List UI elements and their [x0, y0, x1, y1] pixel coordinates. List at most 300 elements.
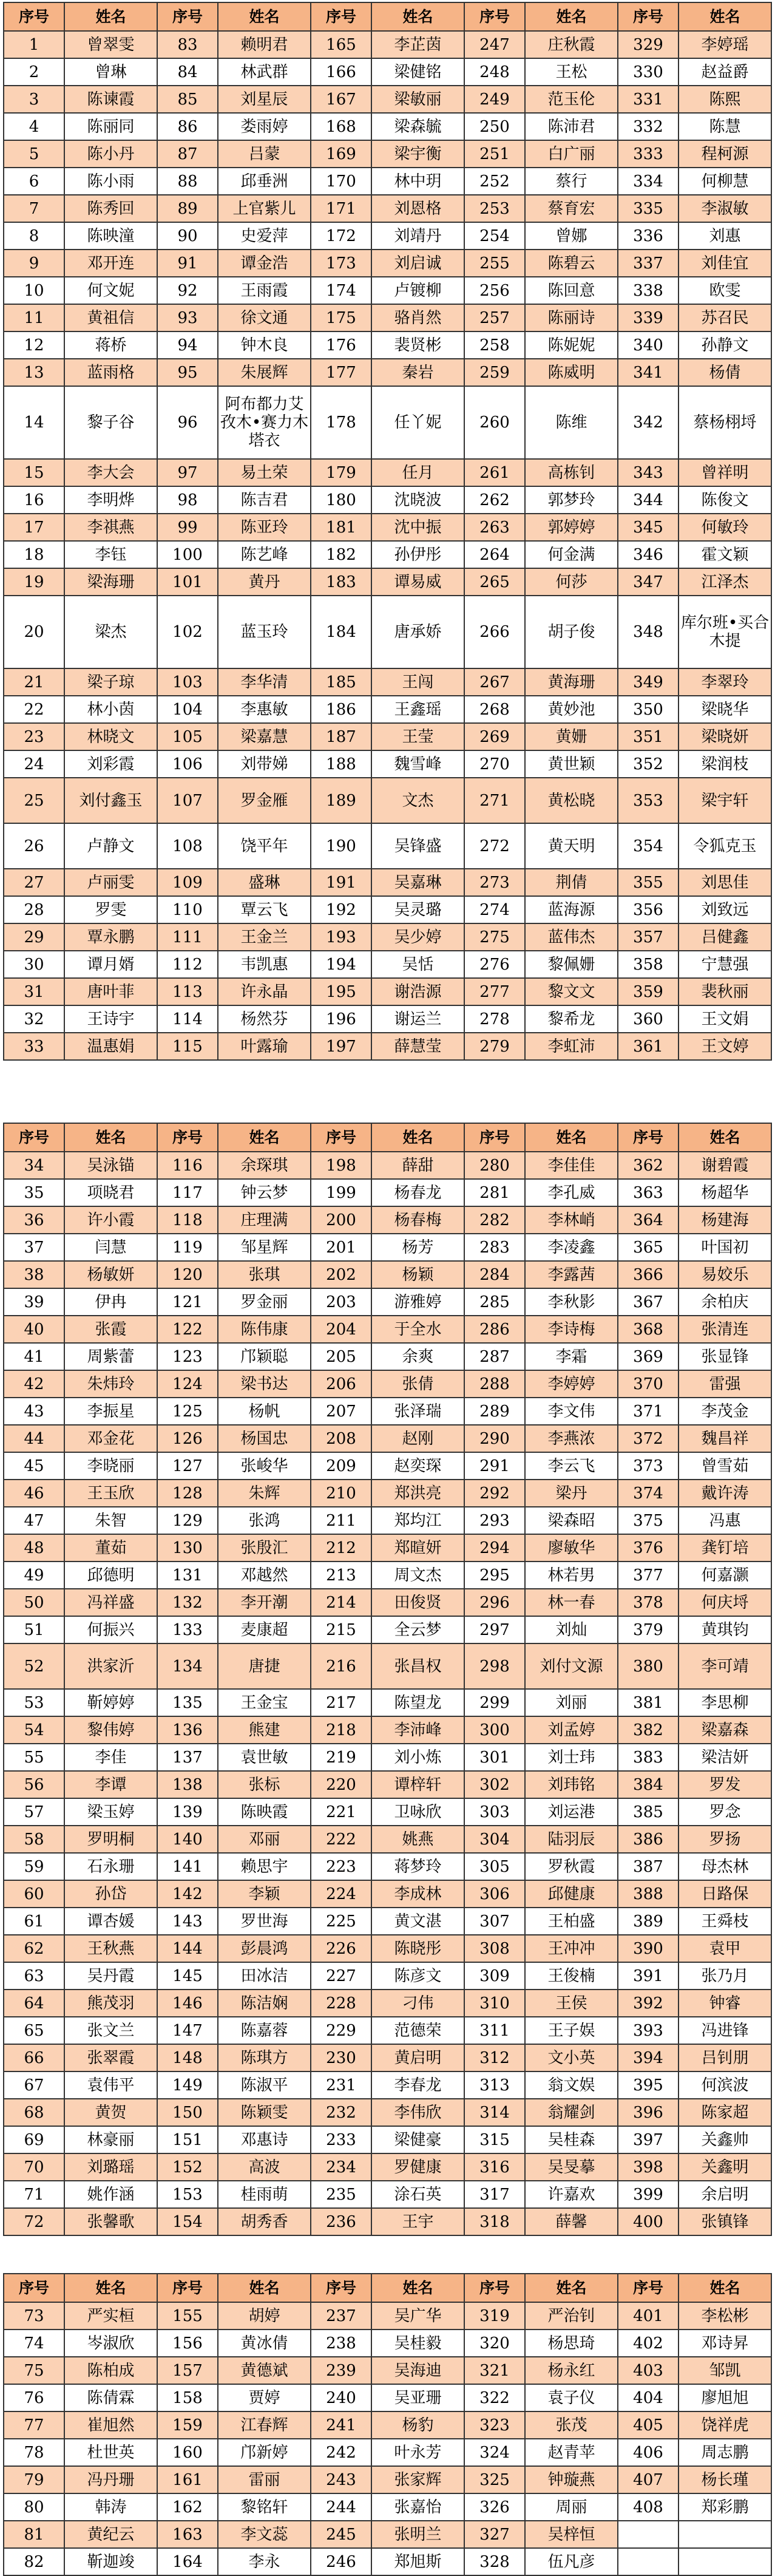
name-cell: 黄世颖: [525, 750, 618, 778]
name-cell: 熊建: [218, 1716, 311, 1744]
name-cell: 黄冰倩: [218, 2330, 311, 2357]
serial-number-cell: 281: [464, 1179, 525, 1206]
table-section-1: [3, 2, 772, 1061]
name-cell: 洪家沂: [64, 1643, 157, 1689]
serial-number-cell: 78: [4, 2439, 64, 2466]
name-cell: 日路保: [679, 1880, 771, 1908]
name-cell: 李孔威: [525, 1179, 618, 1206]
serial-number-cell: 337: [618, 250, 679, 277]
table-row: [4, 2126, 771, 2153]
name-cell: 田冰洁: [218, 1962, 311, 1990]
table-row: [4, 869, 771, 896]
serial-number-cell: 303: [464, 1798, 525, 1826]
serial-number-cell: 371: [618, 1398, 679, 1425]
serial-number-cell: 291: [464, 1452, 525, 1480]
name-cell: 张琪: [218, 1261, 311, 1288]
serial-number-cell: 359: [618, 978, 679, 1005]
name-cell: 李茂金: [679, 1398, 771, 1425]
serial-number-cell: 405: [618, 2411, 679, 2439]
serial-number-cell: 354: [618, 823, 679, 869]
table-row: [4, 978, 771, 1005]
name-cell: 曾琳: [64, 58, 157, 86]
serial-number-cell: 64: [4, 1990, 64, 2017]
table-row: [4, 277, 771, 304]
serial-number-cell: 28: [4, 896, 64, 923]
name-cell: 吴旻摹: [525, 2153, 618, 2181]
serial-number-cell: 317: [464, 2181, 525, 2208]
name-cell: 钟云梦: [218, 1179, 311, 1206]
table-row: [4, 2071, 771, 2099]
name-cell: 杨超华: [679, 1179, 771, 1206]
serial-number-cell: 373: [618, 1452, 679, 1480]
name-cell: 陈小丹: [64, 140, 157, 168]
table-row: [4, 2330, 771, 2357]
serial-number-cell: 277: [464, 978, 525, 1005]
name-cell: 上官紫儿: [218, 195, 311, 222]
name-cell: 梁宇轩: [679, 778, 771, 823]
name-cell: 何滨波: [679, 2071, 771, 2099]
name-cell: 陈丽诗: [525, 304, 618, 331]
name-cell: 吴梓恒: [525, 2521, 618, 2548]
name-cell: 崔旭然: [64, 2411, 157, 2439]
serial-number-cell: 266: [464, 596, 525, 668]
name-cell: 李佳: [64, 1744, 157, 1771]
name-cell: 卢镀柳: [371, 277, 464, 304]
name-cell: 刘灿: [525, 1616, 618, 1643]
name-cell: 邓诗昇: [679, 2330, 771, 2357]
name-cell: 李淑敏: [679, 195, 771, 222]
name-cell: 郭梦玲: [525, 486, 618, 514]
serial-number-cell: 154: [157, 2208, 218, 2235]
serial-number-cell: 247: [464, 31, 525, 58]
serial-number-cell: 321: [464, 2357, 525, 2384]
name-cell: 杨思琦: [525, 2330, 618, 2357]
serial-number-cell: 399: [618, 2181, 679, 2208]
serial-number-cell: 114: [157, 1005, 218, 1033]
header-name: 姓名: [64, 2, 157, 31]
name-cell: 李惠敏: [218, 696, 311, 723]
name-cell: 罗金雁: [218, 778, 311, 823]
serial-number-cell: 124: [157, 1370, 218, 1398]
name-cell: 宁慧强: [679, 951, 771, 978]
table-row: [4, 2466, 771, 2493]
name-cell: 贾婷: [218, 2384, 311, 2411]
serial-number-cell: 206: [311, 1370, 371, 1398]
name-cell: 任月: [371, 459, 464, 486]
name-cell: 盛琳: [218, 869, 311, 896]
name-cell: 李开潮: [218, 1589, 311, 1616]
table-row: [4, 823, 771, 869]
serial-number-cell: 403: [618, 2357, 679, 2384]
serial-number-cell: 205: [311, 1343, 371, 1370]
name-cell: 江春辉: [218, 2411, 311, 2439]
serial-number-cell: 283: [464, 1234, 525, 1261]
serial-number-cell: 95: [157, 359, 218, 386]
header-number: 序号: [157, 2274, 218, 2302]
serial-number-cell: 137: [157, 1744, 218, 1771]
name-cell: 陈亚玲: [218, 514, 311, 541]
name-cell: 王玉欣: [64, 1480, 157, 1507]
name-cell: 彭晨鸿: [218, 1935, 311, 1962]
serial-number-cell: 106: [157, 750, 218, 778]
serial-number-cell: 1: [4, 31, 64, 58]
serial-number-cell: 139: [157, 1798, 218, 1826]
serial-number-cell: 336: [618, 222, 679, 250]
serial-number-cell: 345: [618, 514, 679, 541]
serial-number-cell: 126: [157, 1425, 218, 1452]
serial-number-cell: 225: [311, 1908, 371, 1935]
serial-number-cell: 10: [4, 277, 64, 304]
serial-number-cell: 118: [157, 1206, 218, 1234]
serial-number-cell: 165: [311, 31, 371, 58]
serial-number-cell: 98: [157, 486, 218, 514]
name-cell: 刘璐瑶: [64, 2153, 157, 2181]
serial-number-cell: 207: [311, 1398, 371, 1425]
serial-number-cell: 82: [4, 2548, 64, 2575]
serial-number-cell: 215: [311, 1616, 371, 1643]
table-row: [4, 2548, 771, 2575]
name-cell: 沈晓波: [371, 486, 464, 514]
serial-number-cell: 300: [464, 1716, 525, 1744]
name-cell: 曾翠雯: [64, 31, 157, 58]
serial-number-cell: 341: [618, 359, 679, 386]
serial-number-cell: 59: [4, 1853, 64, 1880]
name-cell: 黄贺: [64, 2099, 157, 2126]
serial-number-cell: 262: [464, 486, 525, 514]
name-cell: 张峻华: [218, 1452, 311, 1480]
serial-number-cell: 221: [311, 1798, 371, 1826]
serial-number-cell: 347: [618, 568, 679, 596]
name-cell: 胡婷: [218, 2302, 311, 2330]
name-cell: 薛馨: [525, 2208, 618, 2235]
name-cell: 黎子谷: [64, 386, 157, 459]
name-cell: 林若男: [525, 1562, 618, 1589]
serial-number-cell: 49: [4, 1562, 64, 1589]
serial-number-cell: 274: [464, 896, 525, 923]
serial-number-cell: 244: [311, 2493, 371, 2521]
serial-number-cell: 152: [157, 2153, 218, 2181]
serial-number-cell: 117: [157, 1179, 218, 1206]
serial-number-cell: 280: [464, 1152, 525, 1179]
name-cell: 靳婷婷: [64, 1689, 157, 1716]
serial-number-cell: 224: [311, 1880, 371, 1908]
table-row: [4, 1507, 771, 1534]
name-cell: 张翠霞: [64, 2044, 157, 2071]
name-cell: 刘带娣: [218, 750, 311, 778]
name-cell: 梁子琼: [64, 668, 157, 696]
serial-number-cell: 232: [311, 2099, 371, 2126]
name-cell: 杨芳: [371, 1234, 464, 1261]
name-cell: 王秋燕: [64, 1935, 157, 1962]
table-row: [4, 2411, 771, 2439]
name-cell: 沈中振: [371, 514, 464, 541]
serial-number-cell: 190: [311, 823, 371, 869]
serial-number-cell: 38: [4, 1261, 64, 1288]
table-row: [4, 486, 771, 514]
serial-number-cell: 107: [157, 778, 218, 823]
serial-number-cell: 391: [618, 1962, 679, 1990]
name-cell: 吕健鑫: [679, 923, 771, 951]
name-cell: 廖旭旭: [679, 2384, 771, 2411]
serial-number-cell: 312: [464, 2044, 525, 2071]
serial-number-cell: 57: [4, 1798, 64, 1826]
name-cell: 张清连: [679, 1316, 771, 1343]
name-cell: 严实桓: [64, 2302, 157, 2330]
serial-number-cell: 316: [464, 2153, 525, 2181]
name-cell: 林一春: [525, 1589, 618, 1616]
name-cell: 黎铭轩: [218, 2493, 311, 2521]
name-cell: 王诗宇: [64, 1005, 157, 1033]
name-cell: 刘小炼: [371, 1744, 464, 1771]
serial-number-cell: 200: [311, 1206, 371, 1234]
serial-number-cell: 406: [618, 2439, 679, 2466]
name-cell: 袁伟平: [64, 2071, 157, 2099]
table-row: [4, 896, 771, 923]
name-cell: 张镇锋: [679, 2208, 771, 2235]
serial-number-cell: 407: [618, 2466, 679, 2493]
serial-number-cell: 17: [4, 514, 64, 541]
table-row: [4, 1316, 771, 1343]
name-cell: 卢丽雯: [64, 869, 157, 896]
serial-number-cell: 81: [4, 2521, 64, 2548]
name-cell: 谢碧霞: [679, 1152, 771, 1179]
name-cell: 何柳慧: [679, 168, 771, 195]
name-cell: 谭月婿: [64, 951, 157, 978]
name-cell: 陈颖雯: [218, 2099, 311, 2126]
name-cell: 陈映潼: [64, 222, 157, 250]
serial-number-cell: 138: [157, 1771, 218, 1798]
header-number: 序号: [464, 2274, 525, 2302]
serial-number-cell: 324: [464, 2439, 525, 2466]
header-number: 序号: [4, 2, 64, 31]
name-cell: 朱辉: [218, 1480, 311, 1507]
name-cell: 欧雯: [679, 277, 771, 304]
name-cell: 黄琪钧: [679, 1616, 771, 1643]
name-cell: 郑暄妍: [371, 1534, 464, 1562]
name-cell: 陈洁娴: [218, 1990, 311, 2017]
name-cell: 徐文通: [218, 304, 311, 331]
table-row: [4, 2493, 771, 2521]
name-cell: 李谭: [64, 1771, 157, 1798]
name-cell: 梁嘉慧: [218, 723, 311, 750]
serial-number-cell: 328: [464, 2548, 525, 2575]
serial-number-cell: 88: [157, 168, 218, 195]
serial-number-cell: 234: [311, 2153, 371, 2181]
serial-number-cell: 115: [157, 1033, 218, 1060]
name-cell: 陈小雨: [64, 168, 157, 195]
table-row: [4, 1005, 771, 1033]
name-cell: 冯丹珊: [64, 2466, 157, 2493]
serial-number-cell: 257: [464, 304, 525, 331]
name-cell: 杨倩: [679, 359, 771, 386]
name-cell: 严治钊: [525, 2302, 618, 2330]
table-row: [4, 250, 771, 277]
name-cell: 邱健康: [525, 1880, 618, 1908]
serial-number-cell: 216: [311, 1643, 371, 1689]
name-cell: 刘丽: [525, 1689, 618, 1716]
name-cell: 陈吉君: [218, 486, 311, 514]
table-row: [4, 222, 771, 250]
table-row: [4, 1962, 771, 1990]
name-cell: 罗念: [679, 1798, 771, 1826]
name-cell: 张茂: [525, 2411, 618, 2439]
name-cell: 荆倩: [525, 869, 618, 896]
header-name: 姓名: [679, 1123, 771, 1152]
name-cell: 梁健豪: [371, 2126, 464, 2153]
serial-number-cell: 181: [311, 514, 371, 541]
table-row: [4, 2099, 771, 2126]
serial-number-cell: 273: [464, 869, 525, 896]
serial-number-cell: 362: [618, 1152, 679, 1179]
name-cell: 林武群: [218, 58, 311, 86]
serial-number-cell: 367: [618, 1288, 679, 1316]
name-cell: 梁敏丽: [371, 86, 464, 113]
name-cell: 冯祥盛: [64, 1589, 157, 1616]
name-cell: 吴少婷: [371, 923, 464, 951]
serial-number-cell: 151: [157, 2126, 218, 2153]
name-cell: 杨敏妍: [64, 1261, 157, 1288]
serial-number-cell: 217: [311, 1689, 371, 1716]
serial-number-cell: 192: [311, 896, 371, 923]
name-cell: 吴桂森: [525, 2126, 618, 2153]
serial-number-cell: 161: [157, 2466, 218, 2493]
name-cell: 裴秋丽: [679, 978, 771, 1005]
serial-number-cell: 246: [311, 2548, 371, 2575]
serial-number-cell: 349: [618, 668, 679, 696]
serial-number-cell: 168: [311, 113, 371, 140]
name-cell: 梁杰: [64, 596, 157, 668]
name-cell: 范玉伦: [525, 86, 618, 113]
serial-number-cell: 147: [157, 2017, 218, 2044]
serial-number-cell: 342: [618, 386, 679, 459]
name-cell: 黎文文: [525, 978, 618, 1005]
name-cell: 李露茜: [525, 1261, 618, 1288]
serial-number-cell: 162: [157, 2493, 218, 2521]
serial-number-cell: 102: [157, 596, 218, 668]
name-cell: 于全水: [371, 1316, 464, 1343]
serial-number-cell: 237: [311, 2302, 371, 2330]
name-cell: 邓越然: [218, 1562, 311, 1589]
serial-number-cell: 288: [464, 1370, 525, 1398]
serial-number-cell: 43: [4, 1398, 64, 1425]
table-row: [4, 2302, 771, 2330]
name-cell: 石永珊: [64, 1853, 157, 1880]
name-cell: 吴灵璐: [371, 896, 464, 923]
name-cell: 袁甲: [679, 1935, 771, 1962]
header-number: 序号: [618, 2274, 679, 2302]
name-cell: 邓惠诗: [218, 2126, 311, 2153]
name-cell: 王子娱: [525, 2017, 618, 2044]
serial-number-cell: 319: [464, 2302, 525, 2330]
name-cell: 郑彩鹏: [679, 2493, 771, 2521]
header-number: 序号: [464, 1123, 525, 1152]
name-cell: 梁宇衡: [371, 140, 464, 168]
header-number: 序号: [4, 1123, 64, 1152]
name-cell: 冯惠: [679, 1507, 771, 1534]
serial-number-cell: 360: [618, 1005, 679, 1033]
serial-number-cell: 198: [311, 1152, 371, 1179]
table-row: [4, 2153, 771, 2181]
name-cell: 李翠玲: [679, 668, 771, 696]
name-cell: 麦康超: [218, 1616, 311, 1643]
name-cell: 全云梦: [371, 1616, 464, 1643]
serial-number-cell: 157: [157, 2357, 218, 2384]
name-cell: 吴广华: [371, 2302, 464, 2330]
serial-number-cell: 195: [311, 978, 371, 1005]
name-cell: 唐承娇: [371, 596, 464, 668]
header-row: [4, 1123, 771, 1152]
name-cell: 黎佩姗: [525, 951, 618, 978]
name-cell: 关鑫明: [679, 2153, 771, 2181]
name-cell: 覃永鹏: [64, 923, 157, 951]
name-cell: 裴贤彬: [371, 331, 464, 359]
serial-number-cell: 93: [157, 304, 218, 331]
table-row: [4, 2017, 771, 2044]
name-cell: 梁健铭: [371, 58, 464, 86]
serial-number-cell: 191: [311, 869, 371, 896]
serial-number-cell: 267: [464, 668, 525, 696]
name-cell: 朱智: [64, 1507, 157, 1534]
serial-number-cell: 249: [464, 86, 525, 113]
name-cell: 刘启诚: [371, 250, 464, 277]
name-cell: 陈嘉蓉: [218, 2017, 311, 2044]
serial-number-cell: 105: [157, 723, 218, 750]
name-cell: 李燕浓: [525, 1425, 618, 1452]
serial-number-cell: 293: [464, 1507, 525, 1534]
serial-number-cell: 252: [464, 168, 525, 195]
serial-number-cell: 196: [311, 1005, 371, 1033]
serial-number-cell: 265: [464, 568, 525, 596]
table-row: [4, 1935, 771, 1962]
serial-number-cell: 365: [618, 1234, 679, 1261]
name-cell: 邝颖聪: [218, 1343, 311, 1370]
serial-number-cell: 386: [618, 1826, 679, 1853]
table-row: [4, 1826, 771, 1853]
serial-number-cell: 287: [464, 1343, 525, 1370]
name-cell: 袁世敏: [218, 1744, 311, 1771]
table-row: [4, 1744, 771, 1771]
serial-number-cell: 9: [4, 250, 64, 277]
serial-number-cell: 253: [464, 195, 525, 222]
serial-number-cell: 375: [618, 1507, 679, 1534]
serial-number-cell: 2: [4, 58, 64, 86]
serial-number-cell: 130: [157, 1534, 218, 1562]
serial-number-cell: 63: [4, 1962, 64, 1990]
serial-number-cell: 385: [618, 1798, 679, 1826]
serial-number-cell: 353: [618, 778, 679, 823]
name-cell: 张家辉: [371, 2466, 464, 2493]
name-cell: 李钰: [64, 541, 157, 568]
serial-number-cell: 302: [464, 1771, 525, 1798]
serial-number-cell: 141: [157, 1853, 218, 1880]
header-name: 姓名: [64, 2274, 157, 2302]
name-cell: 李颖: [218, 1880, 311, 1908]
serial-number-cell: 379: [618, 1616, 679, 1643]
serial-number-cell: 199: [311, 1179, 371, 1206]
name-cell: 魏昌祥: [679, 1425, 771, 1452]
serial-number-cell: 7: [4, 195, 64, 222]
name-cell: 王雨霞: [218, 277, 311, 304]
name-cell: 杨颖: [371, 1261, 464, 1288]
serial-number-cell: 23: [4, 723, 64, 750]
serial-number-cell: 208: [311, 1425, 371, 1452]
table-row: [4, 1689, 771, 1716]
table-row: [4, 541, 771, 568]
name-cell: 余柏庆: [679, 1288, 771, 1316]
serial-number-cell: 396: [618, 2099, 679, 2126]
name-cell: 廖敏华: [525, 1534, 618, 1562]
name-cell: 蓝伟杰: [525, 923, 618, 951]
